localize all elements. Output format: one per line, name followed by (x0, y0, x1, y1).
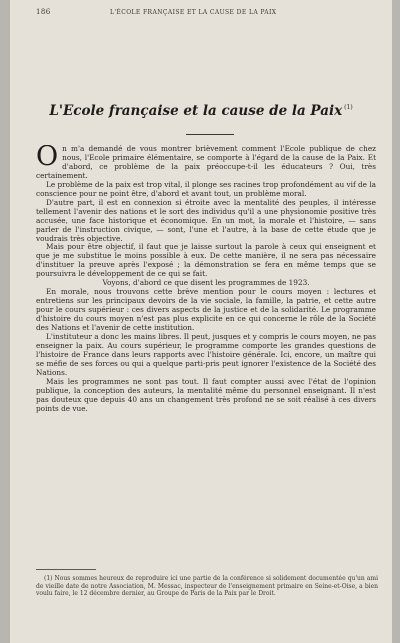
paragraph-4: Mais pour être objectif, il faut que je laisse surtout la parole à ceux qui enseignent et que je me substitue le moins possible à eux. De cette manière, il ne sera pas nécessaire d'instituer la preuve après l'exposé ; la démonstration se fera en même temps que se poursuivra le développement de ce qui se fait. (36, 242, 376, 279)
running-head (10, 8, 392, 20)
running-head-title: L'ÉCOLE FRANÇAISE ET LA CAUSE DE LA PAIX (110, 9, 277, 16)
drop-cap: O (36, 145, 59, 172)
title-divider (186, 134, 234, 135)
footnote-divider (36, 569, 96, 570)
paragraph-6: En morale, nous trouvons cette brève mention pour le cours moyen : lectures et entretiens sur les principaux devoirs de la vie sociale, la famille, la patrie, et cette autre pour le cours supérieur : ces divers aspects de la justice et de la solidarité. Le programme d'histoire du cours moyen n'est pas plus explicite en ce qui concerne le rôle de la Société des Nations et l'avenir de cette institution. (36, 287, 376, 333)
paragraph-1 (36, 145, 376, 181)
paragraph-8: Mais les programmes ne sont pas tout. Il faut compter aussi avec l'état de l'opinion publique, la conception des auteurs, la mentalité même du personnel enseignant. Il n'est pas douteux que depuis 40 ans un changement très profond ne se soit réalisé à ces divers points de vue. (36, 376, 376, 413)
article-title-text: L'Ecole française et la cause de la Paix (49, 103, 343, 119)
article-body (36, 145, 376, 565)
footnote (36, 575, 378, 625)
paragraph-2: Le problème de la paix est trop vital, il plonge ses racines trop profondément au vif de la conscience pour ne point être, d'abord et avant tout, un problème moral. (36, 179, 376, 198)
footnote-text: (1) Nous sommes heureux de reproduire ici une partie de la conférence si solidement documentée qu'un ami de vieille date de notre Association, M. Messac, inspecteur de l'enseignement primaire en Seine-et-Oise, a bien voulu faire, le 12 décembre dernier, au Groupe de Paris de la Paix par le Droit. (36, 575, 378, 598)
paragraph-3: D'autre part, il est en connexion si étroite avec la mentalité des peuples, il intéresse tellement l'avenir des nations et le sort des individus qu'il a une physionomie positive très accusée, une face historique et économique. En un mot, la morale et l'histoire, — sans parler de l'instruction civique, — sont, l'une et l'autre, à la base de cette étude que je voudrais très objective. (36, 197, 376, 243)
footnote-marker: (1) (344, 104, 353, 111)
paragraph-5: Voyons, d'abord ce que disent les programmes de 1923. (102, 278, 310, 288)
page (10, 0, 392, 643)
page-number: 186 (36, 8, 51, 16)
paragraph-7: L'instituteur a donc les mains libres. Il peut, jusques et y compris le cours moyen, ne pas enseigner la paix. Au cours supérieur, le programme comporte les grandes questions de l'histoire de France dans leurs rapports avec l'histoire générale. Ici, encore, un maître qui se méfie de ses forces ou qui a quelque parti-pris peut ignorer l'existence de la Société des Nations. (36, 332, 376, 377)
article-title (10, 103, 392, 119)
paragraph-1-text: n m'a demandé de vous montrer brièvement comment l'Ecole publique de chez nous, l'Ecole primaire élémentaire, se comporte à l'égard de la cause de la Paix. Et d'abord, ce problème de la paix préoccupe-t-il les éducateurs ? Oui, très certainement. (36, 145, 376, 180)
